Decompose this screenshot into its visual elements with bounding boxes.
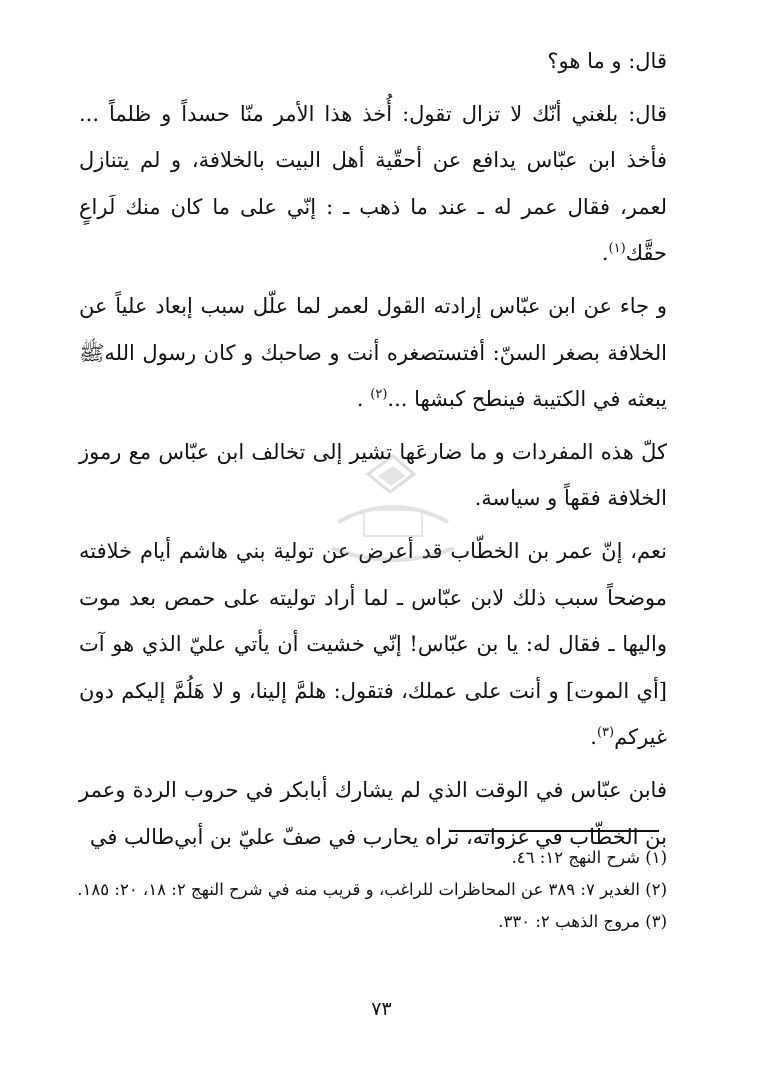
footnotes (77, 843, 667, 939)
footnote-1: (١) شرح النهج ١٢: ٤٦. (511, 848, 667, 867)
paragraph-5 (79, 528, 667, 761)
footnote-separator (449, 830, 659, 832)
body-text (79, 38, 667, 860)
paragraph-3 (79, 283, 667, 423)
paragraph-5-text: نعم، إنّ عمر بن الخطّاب قد أعرض عن تولية بني هاشم أيام خلافته موضحاً سبب ذلك لابن عبّاس ـ لما أراد توليته على حمص بعد موت واليها ـ فقال له: يا بن عبّاس! إنّي خشيت أن يأتي عليّ الذي هو آت [أي الموت] و أنت على عملك، فتقول: هلمَّ إلينا، و لا هَلُمَّ إليكم دون غيركم (79, 538, 667, 750)
paragraph-4-text: كلّ هذه المفردات و ما ضارعَها تشير إلى تخالف ابن عبّاس مع رموز الخلافة فقهاً و سياسة. (79, 439, 667, 511)
sentence-end-2: . (356, 387, 371, 412)
footnote-ref-3: (٣) (596, 725, 615, 741)
paragraph-6-text: فابن عبّاس في الوقت الذي لم يشارك أبابكر في حروب الردة وعمر بن الخطّاب في غزواته، نراه يحارب في صفّ عليّ بن أبي‌طالب في (79, 777, 667, 849)
paragraph-1 (79, 38, 667, 85)
paragraph-4 (79, 429, 667, 522)
paragraph-1-text: قال: و ما هو؟ (547, 49, 667, 73)
paragraph-2 (79, 91, 667, 277)
page-number: ٧٣ (371, 998, 392, 1020)
footnote-ref-1: (١) (608, 241, 626, 257)
paragraph-3-text: و جاء عن ابن عبّاس إرادته القول لعمر لما علّل سبب إبعاد علياً عن الخلافة بصغر السنّ: أفتستصغره أنت و صاحبك و كان رسول اللهﷺ يبعثه في الكتيبة فينطح كبشها ... (79, 293, 667, 412)
sentence-end-3: . (590, 725, 597, 750)
footnote-3: (٣) مروج الذهب ٢: ٣٣٠. (498, 912, 667, 931)
footnote-2: (٢) الغدير ٧: ٣٨٩ عن المحاظرات للراغب، و قريب منه في شرح النهج ٢: ١٨، ٢٠: ١٨٥. (77, 880, 667, 899)
paragraph-2-text: قال: بلغني أنّك لا تزال تقول: أُخذ هذا الأمر منّا حسداً و ظلماً ... فأخذ ابن عبّاس يدافع عن أحقّية أهل البيت بالخلافة، و لم يتنازل لعمر، فقال عمر له ـ عند ما ذهب ـ : إنّي على ما كان منك لَراعٍ حقَّك (79, 101, 667, 266)
sentence-end-1: . (601, 241, 609, 266)
footnote-ref-2: (٢) (370, 387, 388, 403)
